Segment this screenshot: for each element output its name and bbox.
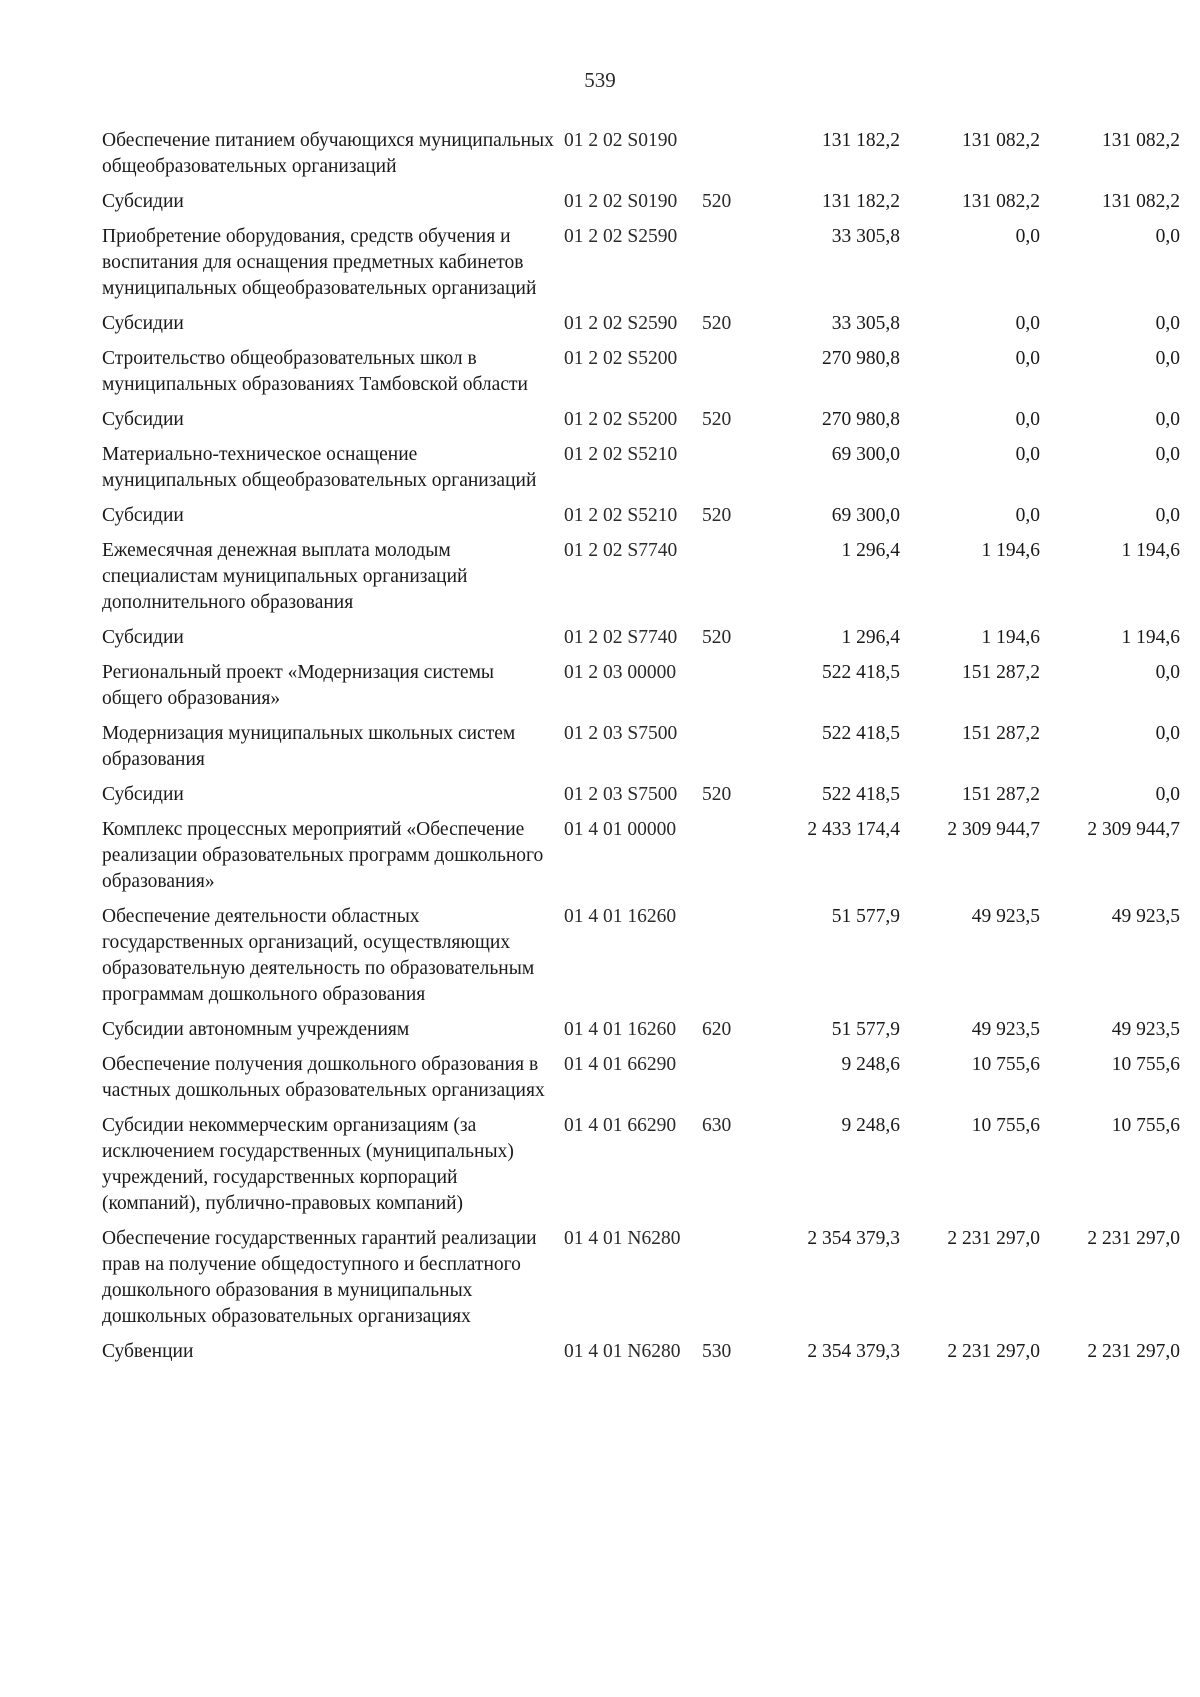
amount-year-3: 10 755,6: [1111, 1054, 1180, 1075]
table-row: [102, 782, 1182, 808]
expense-name: Модернизация муниципальных школьных систем образования: [102, 723, 516, 770]
amount-year-1: 131 182,2: [822, 130, 900, 151]
amount-year-1: 69 300,0: [831, 444, 900, 465]
table-row: [102, 538, 1182, 616]
page-number: 539: [584, 68, 616, 92]
amount-year-3: 0,0: [1155, 505, 1180, 526]
target-article-code: 01 2 03 00000: [564, 662, 677, 683]
amount-year-3: 49 923,5: [1111, 906, 1180, 927]
expense-name: Субсидии: [102, 505, 184, 526]
amount-year-1: 270 980,8: [822, 348, 900, 369]
table-row: [102, 1017, 1182, 1043]
expense-name: Субсидии: [102, 191, 184, 212]
expense-name: Приобретение оборудования, средств обучения и воспитания для оснащения предметных кабинетов муниципальных общеобразовательных организаций: [102, 226, 537, 299]
table-row: [102, 128, 1182, 180]
amount-year-3: 1 194,6: [1121, 627, 1180, 648]
target-article-code: 01 2 02 S5200: [564, 348, 678, 369]
expense-name: Обеспечение деятельности областных государственных организаций, осуществляющих образовательную деятельность по образовательным программам дошкольного образования: [102, 906, 535, 1005]
amount-year-2: 0,0: [1015, 348, 1040, 369]
table-row: [102, 660, 1182, 712]
amount-year-2: 0,0: [1015, 444, 1040, 465]
table-row: [102, 1339, 1182, 1365]
amount-year-1: 2 433 174,4: [807, 819, 900, 840]
target-article-code: 01 2 03 S7500: [564, 723, 678, 744]
amount-year-2: 151 287,2: [962, 723, 1040, 744]
amount-year-1: 33 305,8: [831, 226, 900, 247]
expense-name: Субсидии: [102, 784, 184, 805]
amount-year-2: 49 923,5: [971, 906, 1040, 927]
amount-year-2: 10 755,6: [971, 1115, 1040, 1136]
amount-year-2: 131 082,2: [962, 191, 1040, 212]
amount-year-3: 0,0: [1155, 348, 1180, 369]
target-article-code: 01 2 02 S5210: [564, 505, 678, 526]
amount-year-2: 151 287,2: [962, 662, 1040, 683]
table-row: [102, 346, 1182, 398]
amount-year-3: 0,0: [1155, 784, 1180, 805]
expense-name: Комплекс процессных мероприятий «Обеспечение реализации образовательных программ дошкольного образования»: [102, 819, 544, 892]
expense-type-code: 530: [702, 1341, 732, 1362]
amount-year-1: 9 248,6: [841, 1115, 900, 1136]
amount-year-3: 2 231 297,0: [1087, 1228, 1180, 1249]
table-row: [102, 1052, 1182, 1104]
expense-type-code: 620: [702, 1019, 732, 1040]
expense-name: Обеспечение питанием обучающихся муниципальных общеобразовательных организаций: [102, 130, 554, 177]
expense-type-code: 520: [702, 191, 732, 212]
amount-year-2: 0,0: [1015, 226, 1040, 247]
expense-name: Субвенции: [102, 1341, 194, 1362]
amount-year-1: 522 418,5: [822, 662, 900, 683]
amount-year-1: 131 182,2: [822, 191, 900, 212]
expense-type-code: 630: [702, 1115, 732, 1136]
target-article-code: 01 4 01 16260: [564, 906, 677, 927]
amount-year-3: 2 309 944,7: [1087, 819, 1180, 840]
expense-name: Субсидии автономным учреждениям: [102, 1019, 410, 1040]
expense-type-code: 520: [702, 784, 732, 805]
table-row: [102, 1113, 1182, 1217]
table-row: [102, 407, 1182, 433]
expense-type-code: 520: [702, 505, 732, 526]
amount-year-1: 1 296,4: [841, 627, 900, 648]
amount-year-2: 2 309 944,7: [947, 819, 1040, 840]
table-row: [102, 721, 1182, 773]
amount-year-1: 51 577,9: [831, 1019, 900, 1040]
expense-name: Строительство общеобразовательных школ в муниципальных образованиях Тамбовской области: [102, 348, 528, 395]
table-row: [102, 904, 1182, 1008]
amount-year-2: 2 231 297,0: [947, 1341, 1040, 1362]
expense-type-code: 520: [702, 313, 732, 334]
target-article-code: 01 4 01 66290: [564, 1115, 677, 1136]
table-row: [102, 625, 1182, 651]
amount-year-2: 0,0: [1015, 505, 1040, 526]
expense-name: Субсидии: [102, 627, 184, 648]
target-article-code: 01 2 02 S7740: [564, 540, 678, 561]
target-article-code: 01 2 02 S0190: [564, 191, 678, 212]
expense-name: Обеспечение государственных гарантий реализации прав на получение общедоступного и бесплатного дошкольного образования в муниципальных дошкольных образовательных организациях: [102, 1228, 537, 1327]
target-article-code: 01 4 01 00000: [564, 819, 677, 840]
amount-year-2: 0,0: [1015, 313, 1040, 334]
amount-year-3: 0,0: [1155, 723, 1180, 744]
target-article-code: 01 4 01 16260: [564, 1019, 677, 1040]
table-row: [102, 503, 1182, 529]
amount-year-1: 51 577,9: [831, 906, 900, 927]
table-row: [102, 1226, 1182, 1330]
amount-year-3: 0,0: [1155, 226, 1180, 247]
amount-year-2: 1 194,6: [981, 627, 1040, 648]
target-article-code: 01 2 02 S2590: [564, 313, 678, 334]
amount-year-1: 2 354 379,3: [807, 1341, 900, 1362]
amount-year-2: 151 287,2: [962, 784, 1040, 805]
target-article-code: 01 4 01 N6280: [564, 1341, 681, 1362]
amount-year-3: 1 194,6: [1121, 540, 1180, 561]
table-row: [102, 189, 1182, 215]
amount-year-1: 2 354 379,3: [807, 1228, 900, 1249]
amount-year-2: 49 923,5: [971, 1019, 1040, 1040]
amount-year-1: 270 980,8: [822, 409, 900, 430]
target-article-code: 01 2 02 S5210: [564, 444, 678, 465]
amount-year-3: 0,0: [1155, 444, 1180, 465]
table-row: [102, 442, 1182, 494]
expense-name: Субсидии: [102, 313, 184, 334]
table-row: [102, 817, 1182, 895]
amount-year-1: 69 300,0: [831, 505, 900, 526]
target-article-code: 01 2 02 S2590: [564, 226, 678, 247]
budget-table: [102, 128, 1182, 1374]
amount-year-3: 131 082,2: [1102, 130, 1180, 151]
expense-type-code: 520: [702, 409, 732, 430]
table-row: [102, 224, 1182, 302]
amount-year-2: 131 082,2: [962, 130, 1040, 151]
expense-name: Субсидии некоммерческим организациям (за исключением государственных (муниципальных) учреждений, государственных корпораций (компаний), публично-правовых компаний): [102, 1115, 514, 1214]
amount-year-3: 0,0: [1155, 662, 1180, 683]
amount-year-2: 1 194,6: [981, 540, 1040, 561]
target-article-code: 01 2 03 S7500: [564, 784, 678, 805]
amount-year-2: 2 231 297,0: [947, 1228, 1040, 1249]
amount-year-1: 522 418,5: [822, 723, 900, 744]
amount-year-3: 10 755,6: [1111, 1115, 1180, 1136]
expense-name: Региональный проект «Модернизация системы общего образования»: [102, 662, 495, 709]
target-article-code: 01 2 02 S0190: [564, 130, 678, 151]
amount-year-2: 10 755,6: [971, 1054, 1040, 1075]
amount-year-3: 49 923,5: [1111, 1019, 1180, 1040]
expense-name: Ежемесячная денежная выплата молодым специалистам муниципальных организаций дополнительного образования: [102, 540, 468, 613]
expense-name: Материально-техническое оснащение муниципальных общеобразовательных организаций: [102, 444, 537, 491]
amount-year-3: 2 231 297,0: [1087, 1341, 1180, 1362]
expense-name: Обеспечение получения дошкольного образования в частных дошкольных образовательных организациях: [102, 1054, 545, 1101]
amount-year-3: 0,0: [1155, 313, 1180, 334]
expense-type-code: 520: [702, 627, 732, 648]
amount-year-1: 1 296,4: [841, 540, 900, 561]
amount-year-2: 0,0: [1015, 409, 1040, 430]
amount-year-3: 131 082,2: [1102, 191, 1180, 212]
target-article-code: 01 2 02 S5200: [564, 409, 678, 430]
expense-name: Субсидии: [102, 409, 184, 430]
amount-year-1: 522 418,5: [822, 784, 900, 805]
target-article-code: 01 2 02 S7740: [564, 627, 678, 648]
target-article-code: 01 4 01 66290: [564, 1054, 677, 1075]
amount-year-1: 33 305,8: [831, 313, 900, 334]
target-article-code: 01 4 01 N6280: [564, 1228, 681, 1249]
amount-year-1: 9 248,6: [841, 1054, 900, 1075]
amount-year-3: 0,0: [1155, 409, 1180, 430]
table-row: [102, 311, 1182, 337]
